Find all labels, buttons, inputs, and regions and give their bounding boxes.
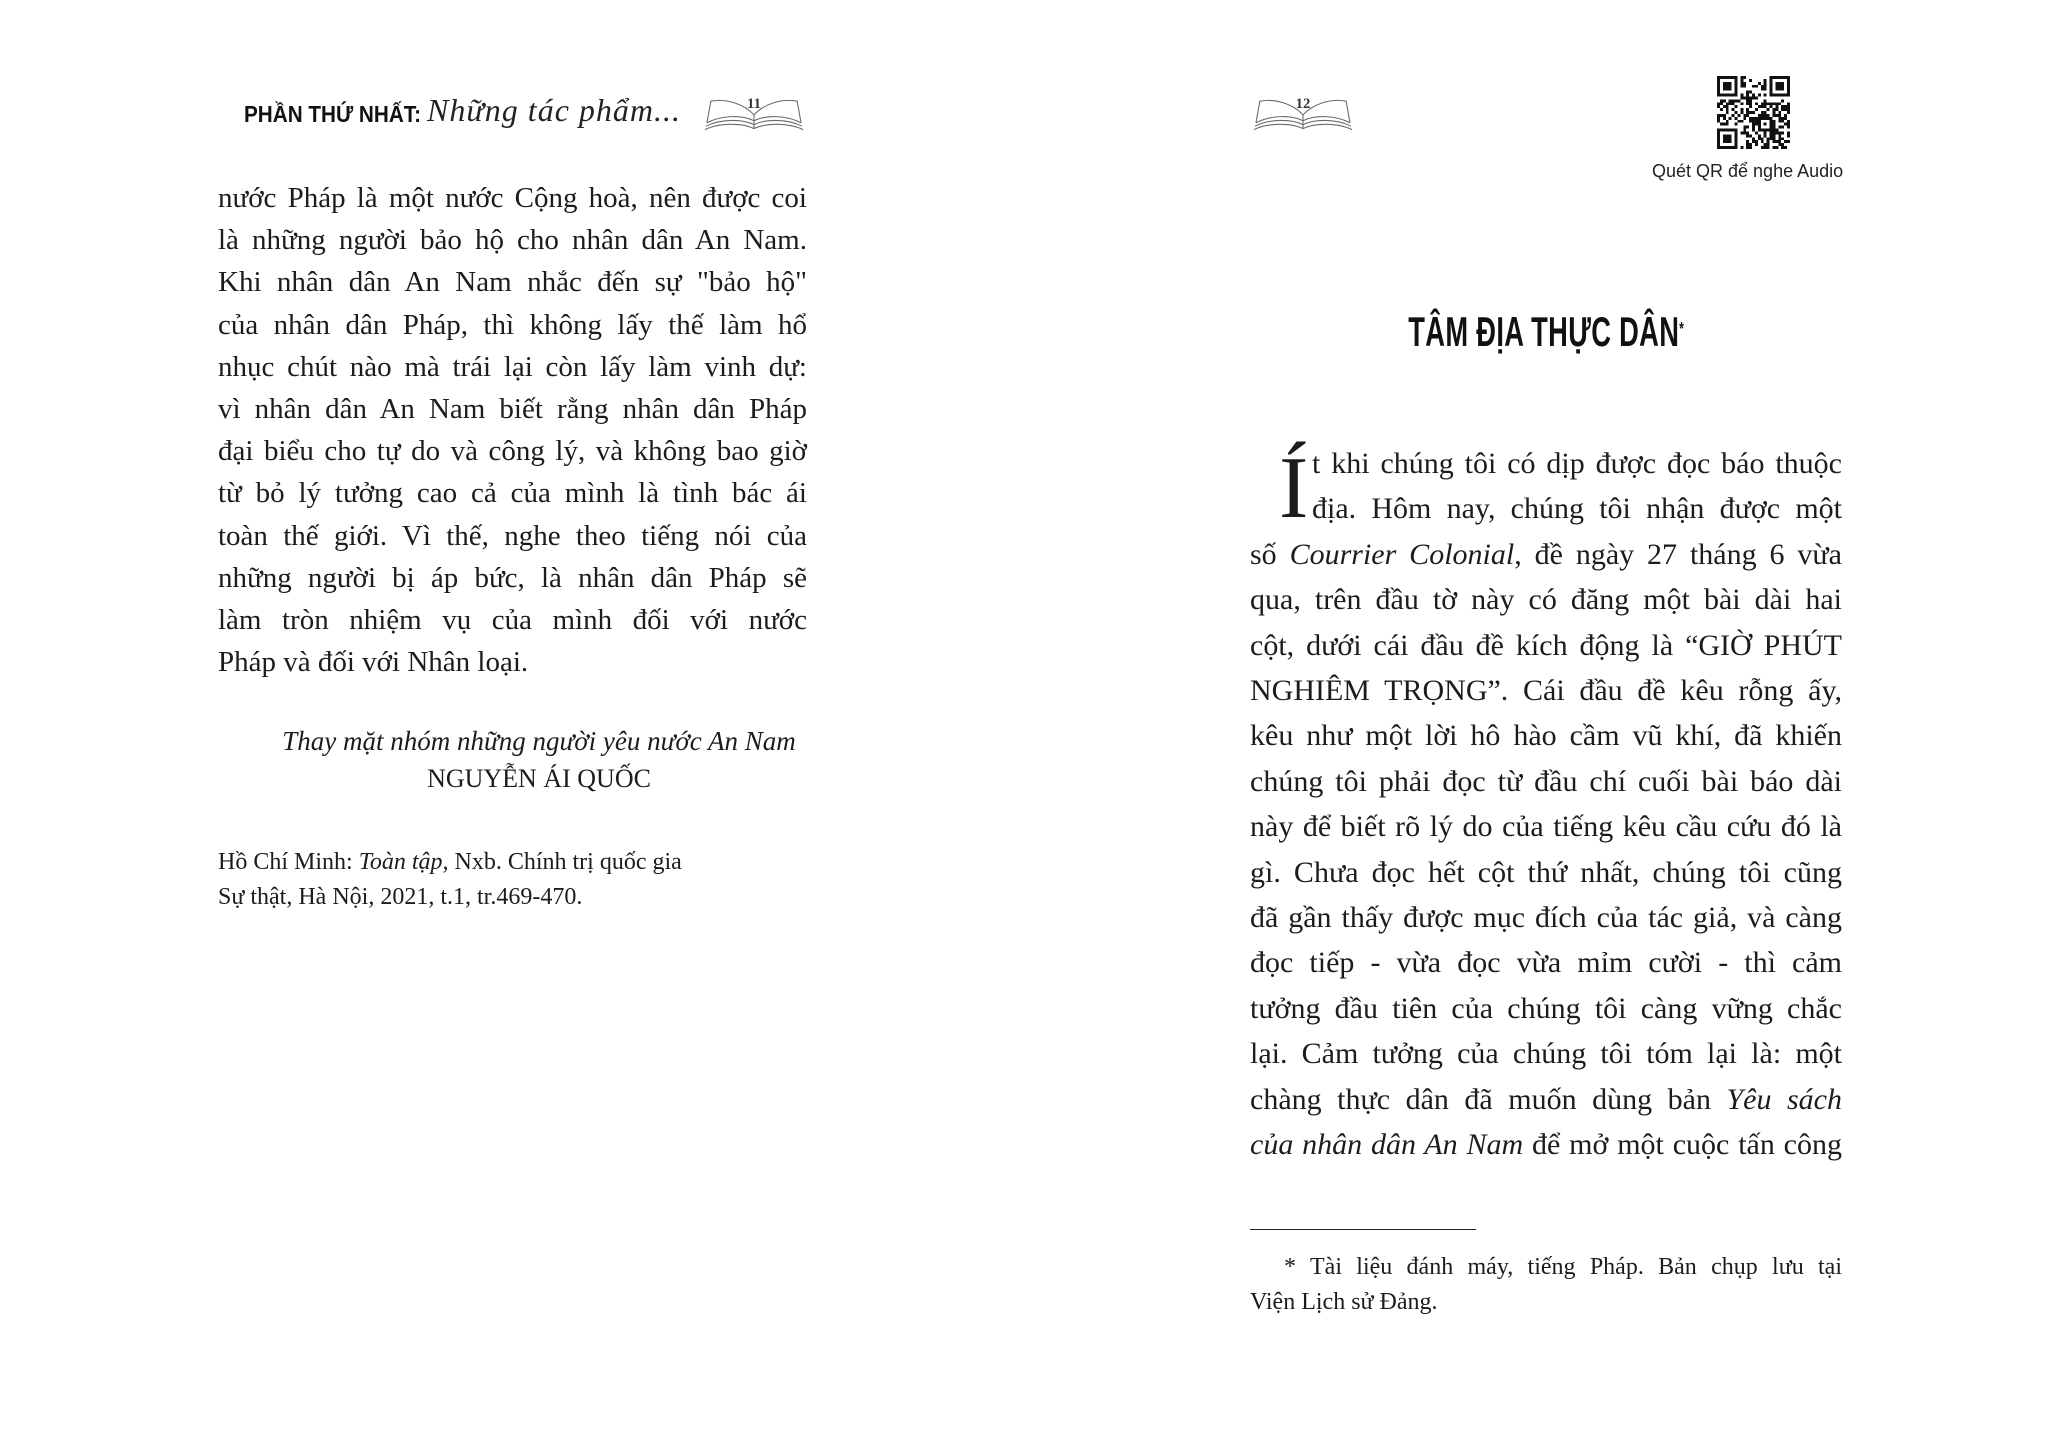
footnote-mark: * <box>1284 1254 1296 1280</box>
text-segment: qua, trên đầu tờ này có đăng một bài dài hai <box>1250 583 1842 617</box>
text-line <box>218 261 807 303</box>
text-line <box>218 304 807 346</box>
page-number: 11 <box>747 96 761 113</box>
text-segment: địa. Hôm nay, chúng tôi nhận được một <box>1312 492 1842 526</box>
text-line <box>218 880 818 915</box>
footnote-text: Viện Lịch sử Đảng. <box>1250 1289 1438 1315</box>
text-line <box>218 845 818 880</box>
italic-text-segment: của nhân dân An Nam <box>1250 1128 1524 1162</box>
text-segment: Khi nhân dân An Nam nhắc đến sự "bảo hộ" <box>218 266 807 299</box>
text-segment: của nhân dân Pháp, thì không lấy thế làm hổ <box>218 308 807 341</box>
right-body-text <box>1250 441 1842 1168</box>
signature-block <box>239 722 839 798</box>
text-segment: tưởng đầu tiên của chúng tôi càng vững chắc <box>1250 991 1842 1025</box>
italic-text-segment: Yêu sách <box>1726 1082 1842 1116</box>
open-book-ornament-icon <box>1254 89 1352 131</box>
text-line <box>1250 759 1842 804</box>
chapter-title-block <box>1250 308 1842 355</box>
text-segment: từ bỏ lý tưởng cao cả của mình là tình bác ái <box>218 477 807 510</box>
text-line <box>1250 623 1842 668</box>
text-segment: nhục chút nào mà trái lại còn lấy làm vinh dự: <box>218 350 807 383</box>
qr-caption: Quét QR để nghe Audio <box>1652 161 1844 181</box>
signature-on-behalf: Thay mặt nhóm những người yêu nước An Nam <box>282 726 796 756</box>
chapter-title-text: TÂM ĐỊA THỰC DÂN <box>1408 308 1680 355</box>
text-segment: kêu như một lời hô hào cầm vũ khí, đã khiến <box>1250 719 1842 753</box>
text-line <box>218 177 807 219</box>
text-line <box>1250 713 1842 758</box>
text-segment: lại. Cảm tưởng của chúng tôi tóm lại là: một <box>1250 1037 1842 1071</box>
text-line <box>218 388 807 430</box>
text-segment: , đề ngày 27 tháng 6 vừa <box>1514 537 1842 571</box>
italic-text-segment: Toàn tập, <box>358 849 449 875</box>
text-segment: nước Pháp là một nước Cộng hoà, nên được coi <box>218 182 807 214</box>
text-line <box>1250 940 1842 985</box>
text-line <box>218 557 807 599</box>
text-segment: chúng tôi phải đọc từ đầu chí cuối bài báo dài <box>1250 764 1842 798</box>
text-line <box>1250 441 1842 486</box>
part-label: PHẦN THỨ NHẤT: <box>244 101 422 127</box>
text-line <box>1250 1031 1842 1076</box>
text-segment: Nxb. Chính trị quốc gia <box>448 849 682 875</box>
text-segment: đọc tiếp - vừa đọc vừa mỉm cười - thì cảm <box>1250 946 1842 980</box>
text-segment: để mở một cuộc tấn công <box>1523 1128 1842 1162</box>
qr-code-image <box>1717 76 1790 149</box>
text-line <box>1250 577 1842 622</box>
signature-name: NGUYỄN ÁI QUỐC <box>427 764 651 793</box>
text-line <box>1250 1077 1842 1122</box>
text-line <box>1250 1122 1842 1167</box>
title-footnote-mark: * <box>1679 319 1684 339</box>
part-title: Những tác phẩm... <box>427 92 681 128</box>
drop-cap: Í <box>1279 440 1309 537</box>
text-line <box>1250 486 1842 531</box>
text-segment: đã gần thấy được mục đích của tác giả, và càng <box>1250 901 1842 935</box>
text-line <box>1250 895 1842 940</box>
text-segment: toàn thế giới. Vì thế, nghe theo tiếng nói của <box>218 519 807 552</box>
text-segment: làm tròn nhiệm vụ của mình đối với nước <box>218 604 807 637</box>
text-segment: cột, dưới cái đầu đề kích động là “GIỜ PHÚT <box>1250 628 1842 662</box>
open-book-ornament-icon <box>705 89 803 131</box>
right-page <box>1024 0 2048 1448</box>
text-segment: Pháp và đối với Nhân loại. <box>218 646 529 679</box>
footnote-text: Tài liệu đánh máy, tiếng Pháp. Bản chụp lưu tại <box>1310 1254 1842 1280</box>
footnote-line <box>1250 1250 1842 1285</box>
text-line <box>1250 532 1842 577</box>
qr-modules <box>1717 76 1790 149</box>
text-line <box>1250 850 1842 895</box>
text-segment: này để biết rõ lý do của tiếng kêu cầu cứu đó là <box>1250 810 1842 844</box>
text-line <box>218 346 807 388</box>
left-body-text <box>218 177 807 683</box>
italic-text-segment: Courrier Colonial <box>1289 537 1515 571</box>
text-segment: NGHIÊM TRỌNG”. Cái đầu đề kêu rỗng ấy, <box>1250 674 1842 708</box>
text-line <box>218 472 807 514</box>
page-number: 12 <box>1295 96 1311 113</box>
text-segment: là những người bảo hộ cho nhân dân An Nam. <box>218 224 807 257</box>
footnote <box>1250 1250 1842 1320</box>
text-line <box>1250 986 1842 1031</box>
text-segment: t khi chúng tôi có dịp được đọc báo thuộc <box>1312 447 1842 480</box>
text-line <box>1250 668 1842 713</box>
text-segment: Sự thật, Hà Nội, 2021, t.1, tr.469-470. <box>218 884 583 910</box>
text-line <box>218 599 807 641</box>
text-line <box>218 219 807 261</box>
text-segment: chàng thực dân đã muốn dùng bản <box>1250 1082 1727 1116</box>
text-line <box>218 515 807 557</box>
text-segment: những người bị áp bức, là nhân dân Pháp sẽ <box>218 561 807 594</box>
text-line <box>218 641 807 683</box>
text-segment: số <box>1250 537 1290 571</box>
source-citation <box>218 845 818 915</box>
text-segment: Hồ Chí Minh: <box>218 849 359 875</box>
text-line <box>1250 804 1842 849</box>
footnote-line <box>1250 1285 1842 1320</box>
text-line <box>218 430 807 472</box>
footnote-separator <box>1250 1229 1476 1230</box>
chapter-title <box>1408 308 1684 355</box>
text-segment: gì. Chưa đọc hết cột thứ nhất, chúng tôi cũng <box>1250 855 1842 889</box>
text-segment: vì nhân dân An Nam biết rằng nhân dân Pháp <box>218 393 807 426</box>
text-segment: đại biểu cho tự do và công lý, và không bao giờ <box>218 435 807 468</box>
